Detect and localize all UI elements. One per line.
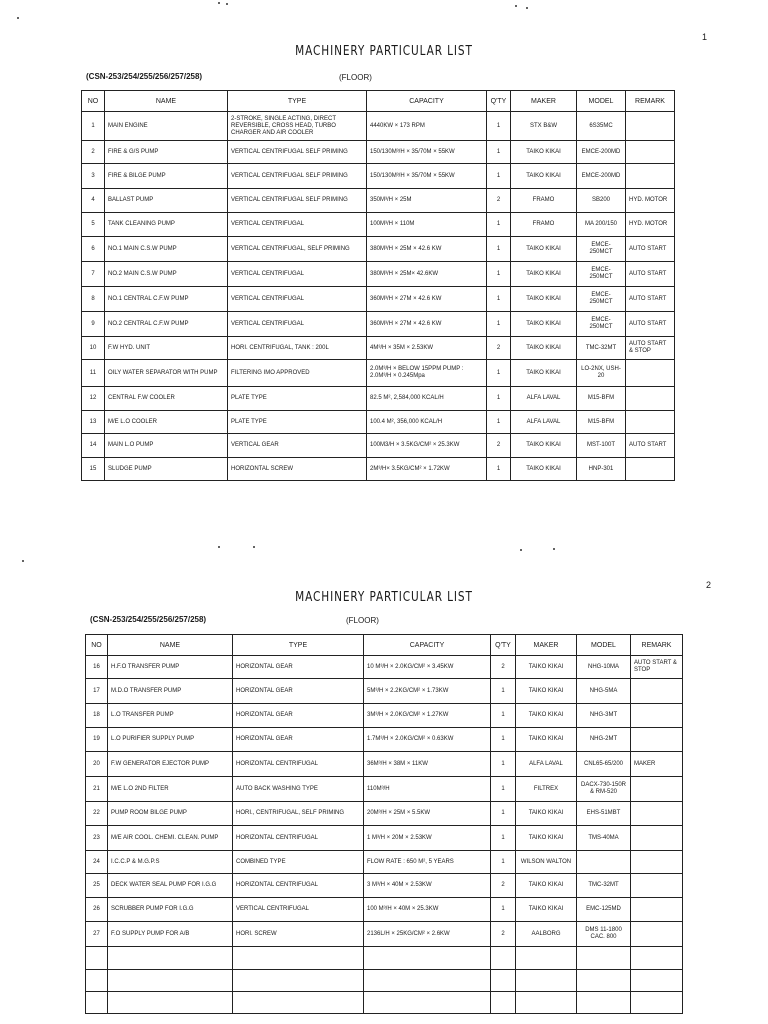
table-row (82, 312, 675, 337)
cell-capacity: 2M³/H× 3.5KG/CM² × 1.72KW (367, 458, 487, 481)
cell-capacity: 10 M³/H × 2.0KG/CM² × 3.45KW (364, 656, 491, 679)
cell-qty: 1 (491, 752, 516, 777)
cell-maker: TAIKO KIKAI (511, 337, 577, 360)
cell-capacity: 1.7M³/H × 2.0KG/CM² × 0.63KW (364, 728, 491, 752)
cell-capacity: 20M³/H × 25M × 5.5KW (364, 802, 491, 826)
table-row (82, 337, 675, 360)
cell-maker: TAIKO KIKAI (516, 656, 577, 679)
cell-maker: ALFA LAVAL (516, 752, 577, 777)
cell-name: NO.1 CENTRAL C.F.W PUMP (105, 287, 228, 312)
cell-qty: 1 (487, 312, 511, 337)
table-header-row (82, 91, 675, 112)
table-row (82, 262, 675, 287)
cell-capacity (364, 970, 491, 992)
cell-no: 2 (82, 141, 105, 164)
cell-name: M/E AIR COOL. CHEMI. CLEAN. PUMP (108, 826, 233, 851)
cell-type: HORIZONTAL GEAR (233, 679, 364, 704)
cell-no: 1 (82, 112, 105, 141)
cell-type (233, 992, 364, 1014)
cell-remark: MAKER (631, 752, 683, 777)
header-name: NAME (105, 91, 228, 112)
cell-remark: AUTO START (626, 434, 675, 458)
page-number-1: 1 (702, 32, 708, 42)
cell-model: NHG-3MT (577, 704, 631, 728)
cell-model: EMCE-250MCT (577, 237, 626, 262)
cell-remark (631, 898, 683, 922)
cell-type: HORIZONTAL CENTRIFUGAL (233, 874, 364, 898)
cell-maker: TAIKO KIKAI (511, 262, 577, 287)
cell-qty: 1 (487, 360, 511, 387)
cell-capacity: 100M³/H × 110M (367, 213, 487, 237)
table-row (82, 434, 675, 458)
cell-no: 3 (82, 164, 105, 189)
machinery-table-1 (81, 90, 675, 481)
cell-capacity: 3M³/H × 2.0KG/CM² × 1.27KW (364, 704, 491, 728)
cell-remark: AUTO START (626, 237, 675, 262)
cell-qty: 1 (487, 141, 511, 164)
cell-qty: 2 (487, 337, 511, 360)
cell-type: COMBINED TYPE (233, 851, 364, 874)
header-type: TYPE (228, 91, 367, 112)
cell-maker: AALBORG (516, 922, 577, 947)
cell-capacity: 360M³/H × 27M × 42.6 KW (367, 287, 487, 312)
table-row (86, 874, 683, 898)
cell-name: TANK CLEANING PUMP (105, 213, 228, 237)
cell-capacity: 150/130M³/H × 35/70M × 55KW (367, 141, 487, 164)
cell-qty: 1 (491, 679, 516, 704)
header-maker: MAKER (511, 91, 577, 112)
cell-qty: 1 (491, 898, 516, 922)
table-row (86, 656, 683, 679)
cell-model: M15-BFM (577, 387, 626, 411)
cell-no: 24 (86, 851, 108, 874)
cell-no: 6 (82, 237, 105, 262)
table-row (86, 679, 683, 704)
cell-no: 22 (86, 802, 108, 826)
cell-type: VERTICAL CENTRIFUGAL (228, 287, 367, 312)
cell-qty: 1 (487, 287, 511, 312)
cell-type: HORIZONTAL GEAR (233, 656, 364, 679)
cell-name: NO.2 MAIN C.S.W PUMP (105, 262, 228, 287)
cell-model: CNL65-65/200 (577, 752, 631, 777)
table-row (86, 922, 683, 947)
cell-qty: 1 (487, 262, 511, 287)
cell-model: 6S35MC (577, 112, 626, 141)
cell-name: L.O PURIFIER SUPPLY PUMP (108, 728, 233, 752)
cell-model: EHS-51MBT (577, 802, 631, 826)
cell-model: HNP-301 (577, 458, 626, 481)
table-row (86, 826, 683, 851)
cell-type: VERTICAL CENTRIFUGAL, SELF PRIMING (228, 237, 367, 262)
cell-no (86, 947, 108, 970)
header-qty: Q'TY (487, 91, 511, 112)
cell-remark (626, 141, 675, 164)
cell-remark: AUTO START & STOP (626, 337, 675, 360)
cell-model: NHG-2MT (577, 728, 631, 752)
cell-no: 8 (82, 287, 105, 312)
cell-name: FIRE & G/S PUMP (105, 141, 228, 164)
cell-maker (516, 970, 577, 992)
cell-name (108, 947, 233, 970)
cell-maker: ALFA LAVAL (511, 387, 577, 411)
cell-model: EMCE-250MCT (577, 312, 626, 337)
cell-remark: AUTO START (626, 287, 675, 312)
cell-model: EMC-125MD (577, 898, 631, 922)
cell-qty: 1 (491, 704, 516, 728)
table-row (82, 112, 675, 141)
cell-model (577, 947, 631, 970)
cell-qty (491, 947, 516, 970)
cell-type: FILTERING IMO APPROVED (228, 360, 367, 387)
cell-no: 19 (86, 728, 108, 752)
table-row (82, 458, 675, 481)
cell-no: 16 (86, 656, 108, 679)
cell-model: DACX-730-150R & RM-520 (577, 777, 631, 802)
cell-no: 9 (82, 312, 105, 337)
cell-maker: TAIKO KIKAI (516, 679, 577, 704)
cell-model: LO-2NX, USH-20 (577, 360, 626, 387)
cell-name: FIRE & BILGE PUMP (105, 164, 228, 189)
cell-capacity: 5M³/H × 2.2KG/CM² × 1.73KW (364, 679, 491, 704)
cell-type (233, 947, 364, 970)
cell-qty: 1 (487, 458, 511, 481)
cell-name (108, 992, 233, 1014)
machinery-table-2 (85, 634, 683, 1014)
header-capacity: CAPACITY (364, 635, 491, 656)
cell-no (86, 970, 108, 992)
cell-remark: HYD. MOTOR (626, 189, 675, 213)
cell-name: F.O SUPPLY PUMP FOR A/B (108, 922, 233, 947)
cell-type (233, 970, 364, 992)
cell-qty: 1 (487, 164, 511, 189)
cell-no: 15 (82, 458, 105, 481)
cell-no: 23 (86, 826, 108, 851)
table-row (86, 777, 683, 802)
cell-type: HORIZONTAL GEAR (233, 728, 364, 752)
cell-model: EMCE-250MCT (577, 262, 626, 287)
cell-qty (491, 970, 516, 992)
cell-name: F.W GENERATOR EJECTOR PUMP (108, 752, 233, 777)
header-model: MODEL (577, 635, 631, 656)
cell-model: SB200 (577, 189, 626, 213)
cell-remark: HYD. MOTOR (626, 213, 675, 237)
cell-maker: TAIKO KIKAI (511, 237, 577, 262)
cell-qty: 1 (487, 112, 511, 141)
cell-no: 17 (86, 679, 108, 704)
cell-capacity: 3 M³/H × 40M × 2.53KW (364, 874, 491, 898)
cell-capacity: 82.5 M², 2,584,000 KCAL/H (367, 387, 487, 411)
cell-qty: 1 (487, 237, 511, 262)
cell-capacity: 150/130M³/H × 35/70M × 55KW (367, 164, 487, 189)
page-number-2: 2 (706, 580, 712, 590)
table-row (82, 237, 675, 262)
cell-no: 20 (86, 752, 108, 777)
table-row (86, 704, 683, 728)
cell-remark (631, 704, 683, 728)
cell-remark (631, 874, 683, 898)
cell-no: 26 (86, 898, 108, 922)
cell-capacity: 100.4 M², 356,000 KCAL/H (367, 411, 487, 434)
cell-maker: TAIKO KIKAI (511, 164, 577, 189)
cell-name: M/E L.O COOLER (105, 411, 228, 434)
cell-qty: 1 (491, 802, 516, 826)
cell-name: OILY WATER SEPARATOR WITH PUMP (105, 360, 228, 387)
table-row (82, 287, 675, 312)
cell-remark (631, 947, 683, 970)
cell-maker: WILSON WALTON (516, 851, 577, 874)
cell-model (577, 970, 631, 992)
header-name: NAME (108, 635, 233, 656)
cell-remark (631, 802, 683, 826)
cell-type: HORI., CENTRIFUGAL, SELF PRIMING (233, 802, 364, 826)
cell-no: 5 (82, 213, 105, 237)
cell-name: F.W HYD. UNIT (105, 337, 228, 360)
cell-name: PUMP ROOM BILGE PUMP (108, 802, 233, 826)
cell-no: 18 (86, 704, 108, 728)
cell-no: 14 (82, 434, 105, 458)
cell-qty: 1 (491, 728, 516, 752)
page-title-2: MACHINERY PARTICULAR LIST (295, 590, 473, 605)
cell-qty: 2 (491, 874, 516, 898)
cell-maker (516, 992, 577, 1014)
cell-capacity: 36M³/H × 38M × 11KW (364, 752, 491, 777)
cell-type: VERTICAL CENTRIFUGAL (228, 213, 367, 237)
cell-no: 27 (86, 922, 108, 947)
table-row (82, 213, 675, 237)
cell-type: VERTICAL GEAR (228, 434, 367, 458)
cell-model (577, 851, 631, 874)
cell-capacity: 380M³/H × 25M× 42.6KW (367, 262, 487, 287)
header-type: TYPE (233, 635, 364, 656)
cell-remark (631, 970, 683, 992)
cell-qty: 1 (487, 387, 511, 411)
cell-name: SCRUBBER PUMP FOR I.G.G (108, 898, 233, 922)
cell-name: L.O TRANSFER PUMP (108, 704, 233, 728)
cell-type: VERTICAL CENTRIFUGAL SELF PRIMING (228, 141, 367, 164)
cell-maker: FRAMO (511, 213, 577, 237)
cell-maker: TAIKO KIKAI (516, 802, 577, 826)
cell-name: MAIN ENGINE (105, 112, 228, 141)
cell-qty: 1 (491, 826, 516, 851)
cell-no: 7 (82, 262, 105, 287)
cell-qty (491, 992, 516, 1014)
cell-type: VERTICAL CENTRIFUGAL SELF PRIMING (228, 164, 367, 189)
cell-name: M/E L.O 2ND FILTER (108, 777, 233, 802)
cell-capacity: 110M³/H (364, 777, 491, 802)
cell-remark (626, 360, 675, 387)
cell-type: HORIZONTAL GEAR (233, 704, 364, 728)
table-header-row (86, 635, 683, 656)
cell-model: EMCE-200MD (577, 141, 626, 164)
cell-no: 12 (82, 387, 105, 411)
cell-capacity: 100M3/H × 3.5KG/CM² × 25.3KW (367, 434, 487, 458)
cell-no: 21 (86, 777, 108, 802)
cell-name: MAIN L.O PUMP (105, 434, 228, 458)
cell-maker: TAIKO KIKAI (511, 458, 577, 481)
header-remark: REMARK (626, 91, 675, 112)
table-row (86, 898, 683, 922)
cell-remark (631, 922, 683, 947)
table-row (86, 970, 683, 992)
cell-type: VERTICAL CENTRIFUGAL SELF PRIMING (228, 189, 367, 213)
cell-model: EMCE-250MCT (577, 287, 626, 312)
cell-maker: TAIKO KIKAI (511, 434, 577, 458)
cell-model: DMS 11-1800 CAC. 800 (577, 922, 631, 947)
cell-maker: TAIKO KIKAI (516, 704, 577, 728)
table-row (82, 387, 675, 411)
cell-name: NO.2 CENTRAL C.F.W PUMP (105, 312, 228, 337)
table-row (86, 947, 683, 970)
ship-code-2: (CSN-253/254/255/256/257/258) (90, 615, 207, 624)
floor-label-1: (FLOOR) (339, 73, 372, 82)
cell-no: 10 (82, 337, 105, 360)
cell-remark (626, 164, 675, 189)
cell-capacity: 4M³/H × 35M × 2.53KW (367, 337, 487, 360)
table-row (82, 189, 675, 213)
cell-maker: TAIKO KIKAI (516, 898, 577, 922)
header-no: NO (86, 635, 108, 656)
cell-qty: 1 (491, 777, 516, 802)
cell-name: CENTRAL F.W COOLER (105, 387, 228, 411)
cell-remark (631, 728, 683, 752)
cell-maker: TAIKO KIKAI (516, 874, 577, 898)
cell-maker: TAIKO KIKAI (511, 360, 577, 387)
table-row (86, 851, 683, 874)
cell-capacity: 350M³/H × 25M (367, 189, 487, 213)
cell-maker: STX B&W (511, 112, 577, 141)
cell-maker: TAIKO KIKAI (511, 312, 577, 337)
table-row (86, 728, 683, 752)
cell-maker: TAIKO KIKAI (511, 287, 577, 312)
cell-no: 13 (82, 411, 105, 434)
table-row (86, 752, 683, 777)
ship-code-1: (CSN-253/254/255/256/257/258) (86, 72, 203, 81)
cell-maker: TAIKO KIKAI (516, 728, 577, 752)
cell-type: HORI. SCREW (233, 922, 364, 947)
cell-model: M15-BFM (577, 411, 626, 434)
cell-qty: 2 (487, 189, 511, 213)
page-title-1: MACHINERY PARTICULAR LIST (295, 44, 473, 59)
cell-model: TMC-32MT (577, 874, 631, 898)
cell-maker: FRAMO (511, 189, 577, 213)
header-qty: Q'TY (491, 635, 516, 656)
table-row (82, 411, 675, 434)
header-maker: MAKER (516, 635, 577, 656)
table-row (82, 141, 675, 164)
cell-name: H.F.O TRANSFER PUMP (108, 656, 233, 679)
cell-name: M.D.O TRANSFER PUMP (108, 679, 233, 704)
cell-no: 4 (82, 189, 105, 213)
cell-qty: 2 (491, 922, 516, 947)
cell-remark (631, 851, 683, 874)
floor-label-2: (FLOOR) (346, 616, 379, 625)
cell-type: HORIZONTAL CENTRIFUGAL (233, 826, 364, 851)
cell-remark (631, 777, 683, 802)
cell-model: TMS-40MA (577, 826, 631, 851)
cell-remark: AUTO START & STOP (631, 656, 683, 679)
cell-model: EMCE-200MD (577, 164, 626, 189)
cell-maker: TAIKO KIKAI (516, 826, 577, 851)
table-row (82, 360, 675, 387)
cell-remark (631, 826, 683, 851)
cell-name: SLUDGE PUMP (105, 458, 228, 481)
cell-capacity: 360M³/H × 27M × 42.6 KW (367, 312, 487, 337)
cell-capacity: 2136L/H × 25KG/CM² × 2.6KW (364, 922, 491, 947)
cell-name (108, 970, 233, 992)
cell-capacity: 100 M³/H × 40M × 25.3KW (364, 898, 491, 922)
cell-model: NHG-5MA (577, 679, 631, 704)
cell-name: NO.1 MAIN C.S.W PUMP (105, 237, 228, 262)
cell-no (86, 992, 108, 1014)
cell-model: NHG-10MA (577, 656, 631, 679)
cell-qty: 1 (487, 213, 511, 237)
cell-model: MST-100T (577, 434, 626, 458)
cell-remark (631, 679, 683, 704)
cell-capacity (364, 947, 491, 970)
cell-model (577, 992, 631, 1014)
cell-name: DECK WATER SEAL PUMP FOR I.G.G (108, 874, 233, 898)
cell-maker: FILTREX (516, 777, 577, 802)
header-model: MODEL (577, 91, 626, 112)
cell-remark (626, 411, 675, 434)
cell-model: MA 200/150 (577, 213, 626, 237)
cell-model: TMC-32MT (577, 337, 626, 360)
cell-qty: 2 (487, 434, 511, 458)
cell-remark (626, 387, 675, 411)
cell-capacity: 1 M³/H × 20M × 2.53KW (364, 826, 491, 851)
header-capacity: CAPACITY (367, 91, 487, 112)
cell-no: 25 (86, 874, 108, 898)
cell-type: VERTICAL CENTRIFUGAL (228, 262, 367, 287)
header-no: NO (82, 91, 105, 112)
cell-remark: AUTO START (626, 262, 675, 287)
cell-maker: ALFA LAVAL (511, 411, 577, 434)
cell-capacity: 2.0M³/H × BELOW 15PPM PUMP : 2.0M³/H × 0.245Mpa (367, 360, 487, 387)
cell-type: 2-STROKE, SINGLE ACTING, DIRECT REVERSIBLE, CROSS HEAD, TURBO CHARGER AND AIR COOLER (228, 112, 367, 141)
header-remark: REMARK (631, 635, 683, 656)
cell-qty: 2 (491, 656, 516, 679)
cell-remark (631, 992, 683, 1014)
table-row (86, 992, 683, 1014)
cell-type: HORI. CENTRIFUGAL, TANK : 200L (228, 337, 367, 360)
cell-maker (516, 947, 577, 970)
table-row (86, 802, 683, 826)
table-row (82, 164, 675, 189)
cell-capacity: 380M³/H × 25M × 42.6 KW (367, 237, 487, 262)
cell-type: PLATE TYPE (228, 387, 367, 411)
cell-no: 11 (82, 360, 105, 387)
cell-type: HORIZONTAL SCREW (228, 458, 367, 481)
cell-qty: 1 (487, 411, 511, 434)
cell-name: BALLAST PUMP (105, 189, 228, 213)
cell-remark (626, 458, 675, 481)
cell-capacity: FLOW RATE : 650 M², 5 YEARS (364, 851, 491, 874)
cell-capacity: 4440KW × 173 RPM (367, 112, 487, 141)
cell-type: AUTO BACK WASHING TYPE (233, 777, 364, 802)
cell-type: PLATE TYPE (228, 411, 367, 434)
cell-type: HORIZONTAL CENTRIFUGAL (233, 752, 364, 777)
cell-remark: AUTO START (626, 312, 675, 337)
cell-type: VERTICAL CENTRIFUGAL (233, 898, 364, 922)
cell-capacity (364, 992, 491, 1014)
cell-qty: 1 (491, 851, 516, 874)
cell-name: I.C.C.P & M.G.P.S (108, 851, 233, 874)
cell-maker: TAIKO KIKAI (511, 141, 577, 164)
cell-type: VERTICAL CENTRIFUGAL (228, 312, 367, 337)
cell-remark (626, 112, 675, 141)
